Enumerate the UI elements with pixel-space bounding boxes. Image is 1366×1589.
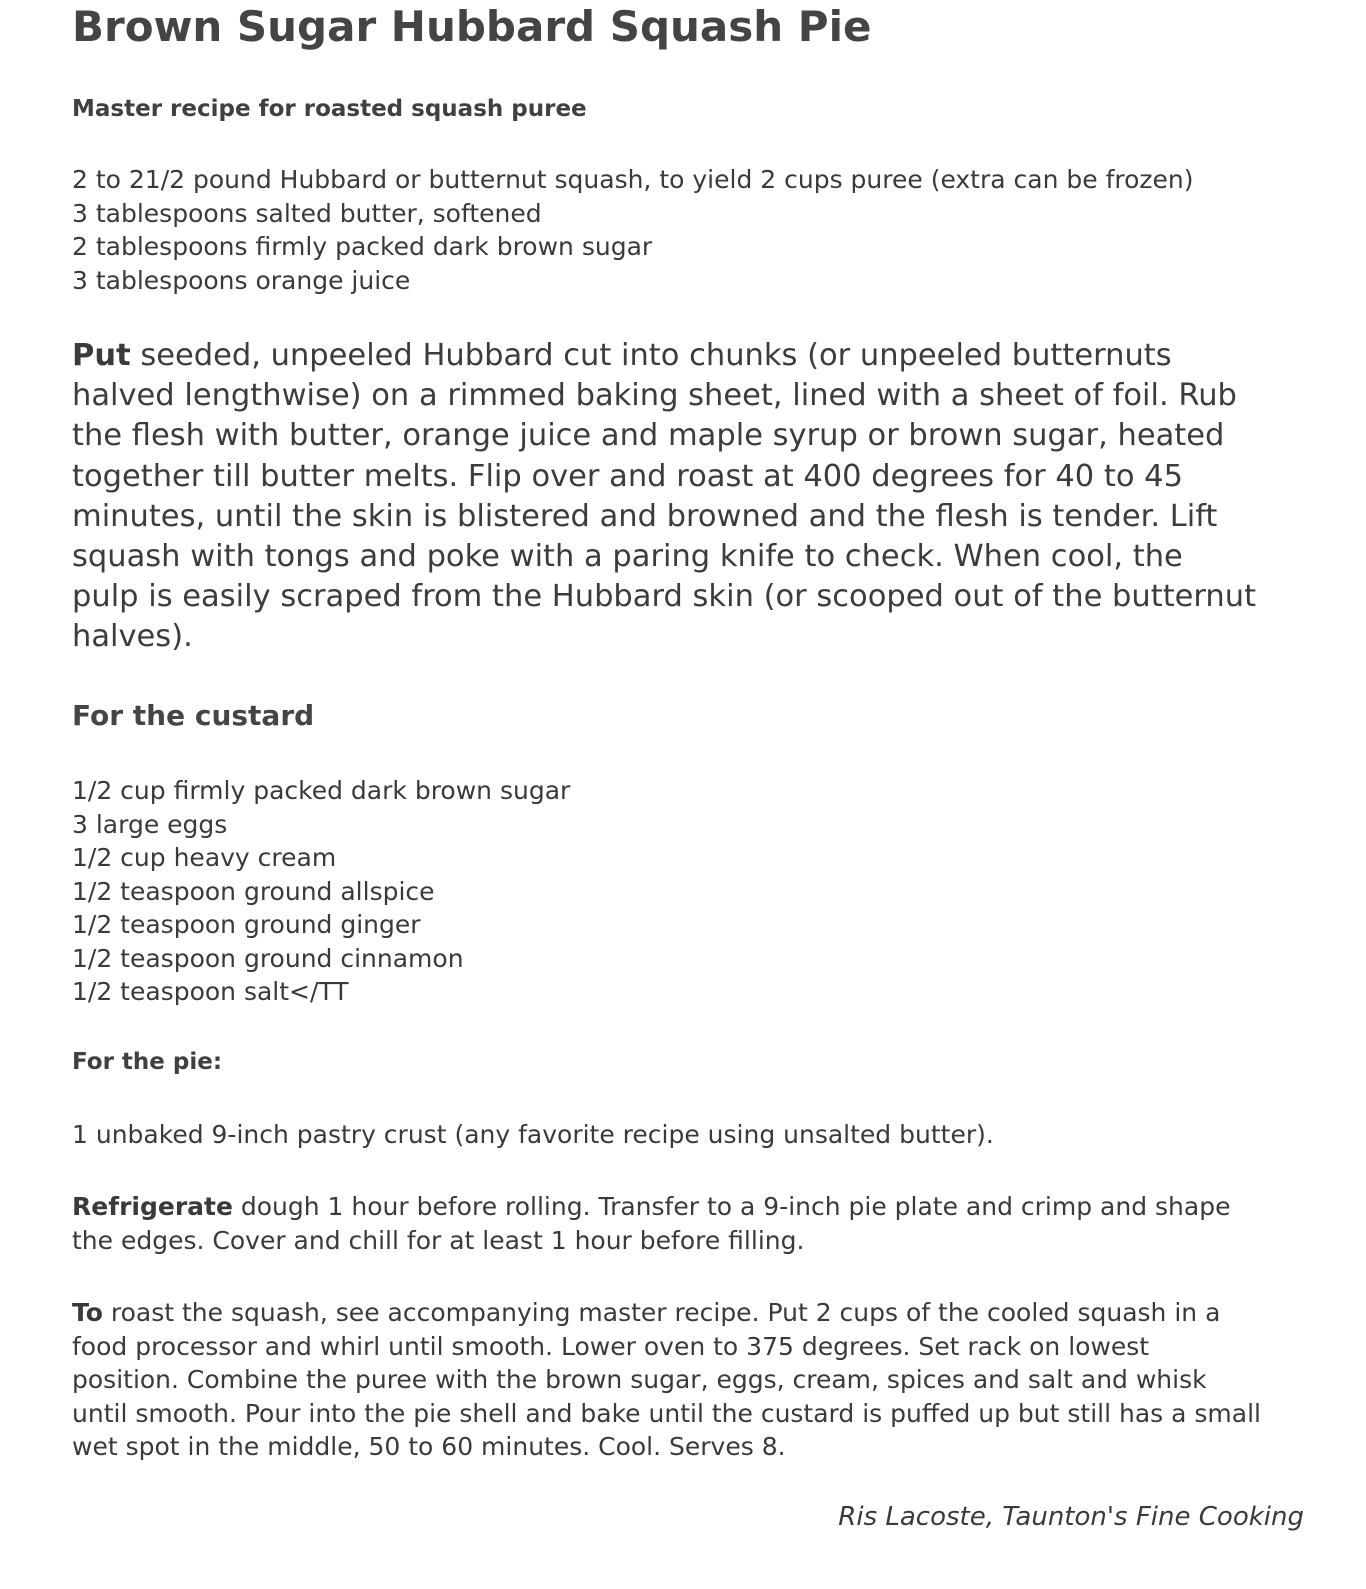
custard-ingredients-list [72, 774, 570, 1009]
ingredient-item: 2 to 21/2 pound Hubbard or butternut squash, to yield 2 cups puree (extra can be frozen) [72, 165, 1194, 194]
recipe-credit: Ris Lacoste, Taunton's Fine Cooking [838, 1502, 1304, 1532]
instruction-line: the edges. Cover and chill for at least 1 hour before filling. [72, 1225, 805, 1255]
ingredient-item: 1/2 teaspoon ground allspice [72, 876, 435, 906]
instruction-line [72, 1190, 1230, 1224]
instruction-line: halves). [72, 619, 193, 655]
ingredient-item: 1/2 teaspoon ground ginger [72, 910, 421, 939]
roast-paragraph [72, 1296, 1261, 1464]
instruction-line: food processor and whirl until smooth. Lower oven to 375 degrees. Set rack on lowest [72, 1331, 1150, 1361]
ingredient-item: 3 tablespoons orange juice [72, 265, 411, 295]
instruction-line: minutes, until the skin is blistered and browned and the flesh is tender. Lift [72, 498, 1218, 534]
instruction-lead-word: Refrigerate [72, 1192, 233, 1221]
ingredient-item: 2 tablespoons firmly packed dark brown sugar [72, 232, 653, 261]
master-recipe-heading: Master recipe for roasted squash puree [72, 96, 587, 122]
instruction-line: together till butter melts. Flip over and roast at 400 degrees for 40 to 45 [72, 458, 1183, 494]
ingredient-item: 1/2 teaspoon ground cinnamon [72, 943, 464, 973]
pie-crust-ingredient: 1 unbaked 9-inch pastry crust (any favorite recipe using unsalted butter). [72, 1120, 994, 1149]
instruction-line: halved lengthwise) on a rimmed baking sheet, lined with a sheet of foil. Rub [72, 378, 1237, 414]
instruction-line: position. Combine the puree with the brown sugar, eggs, cream, spices and salt and whisk [72, 1365, 1207, 1394]
ingredient-item: 1/2 cup heavy cream [72, 843, 337, 872]
instruction-line [72, 336, 1256, 376]
master-instructions [72, 336, 1256, 658]
instruction-lead-word: Put [72, 338, 131, 373]
custard-heading: For the custard [72, 699, 315, 732]
ingredient-item: 3 tablespoons salted butter, softened [72, 198, 542, 228]
instruction-lead-word: To [72, 1298, 103, 1327]
refrigerate-paragraph [72, 1190, 1230, 1257]
ingredient-item: 1/2 cup firmly packed dark brown sugar [72, 776, 571, 805]
instruction-line: wet spot in the middle, 50 to 60 minutes. Cool. Serves 8. [72, 1432, 786, 1461]
instruction-text: dough 1 hour before rolling. Transfer to a 9-inch pie plate and crimp and shape [232, 1192, 1231, 1221]
instruction-line: the flesh with butter, orange juice and maple syrup or brown sugar, heated [72, 418, 1225, 454]
ingredient-item: 3 large eggs [72, 809, 228, 839]
pie-heading: For the pie: [72, 1049, 223, 1075]
instruction-line: pulp is easily scraped from the Hubbard skin (or scooped out of the butternut [72, 579, 1257, 615]
instruction-text: seeded, unpeeled Hubbard cut into chunks (or unpeeled butternuts [130, 338, 1172, 373]
instruction-line [72, 1296, 1261, 1330]
ingredient-item: 1/2 teaspoon salt</TT [72, 977, 349, 1006]
instruction-line: squash with tongs and poke with a paring knife to check. When cool, the [72, 538, 1183, 574]
instruction-text: roast the squash, see accompanying master recipe. Put 2 cups of the cooled squash in a [102, 1298, 1221, 1327]
instruction-line: until smooth. Pour into the pie shell and bake until the custard is puffed up but still has a small [72, 1398, 1261, 1428]
recipe-title: Brown Sugar Hubbard Squash Pie [72, 2, 872, 51]
master-ingredients-list [72, 163, 1194, 297]
